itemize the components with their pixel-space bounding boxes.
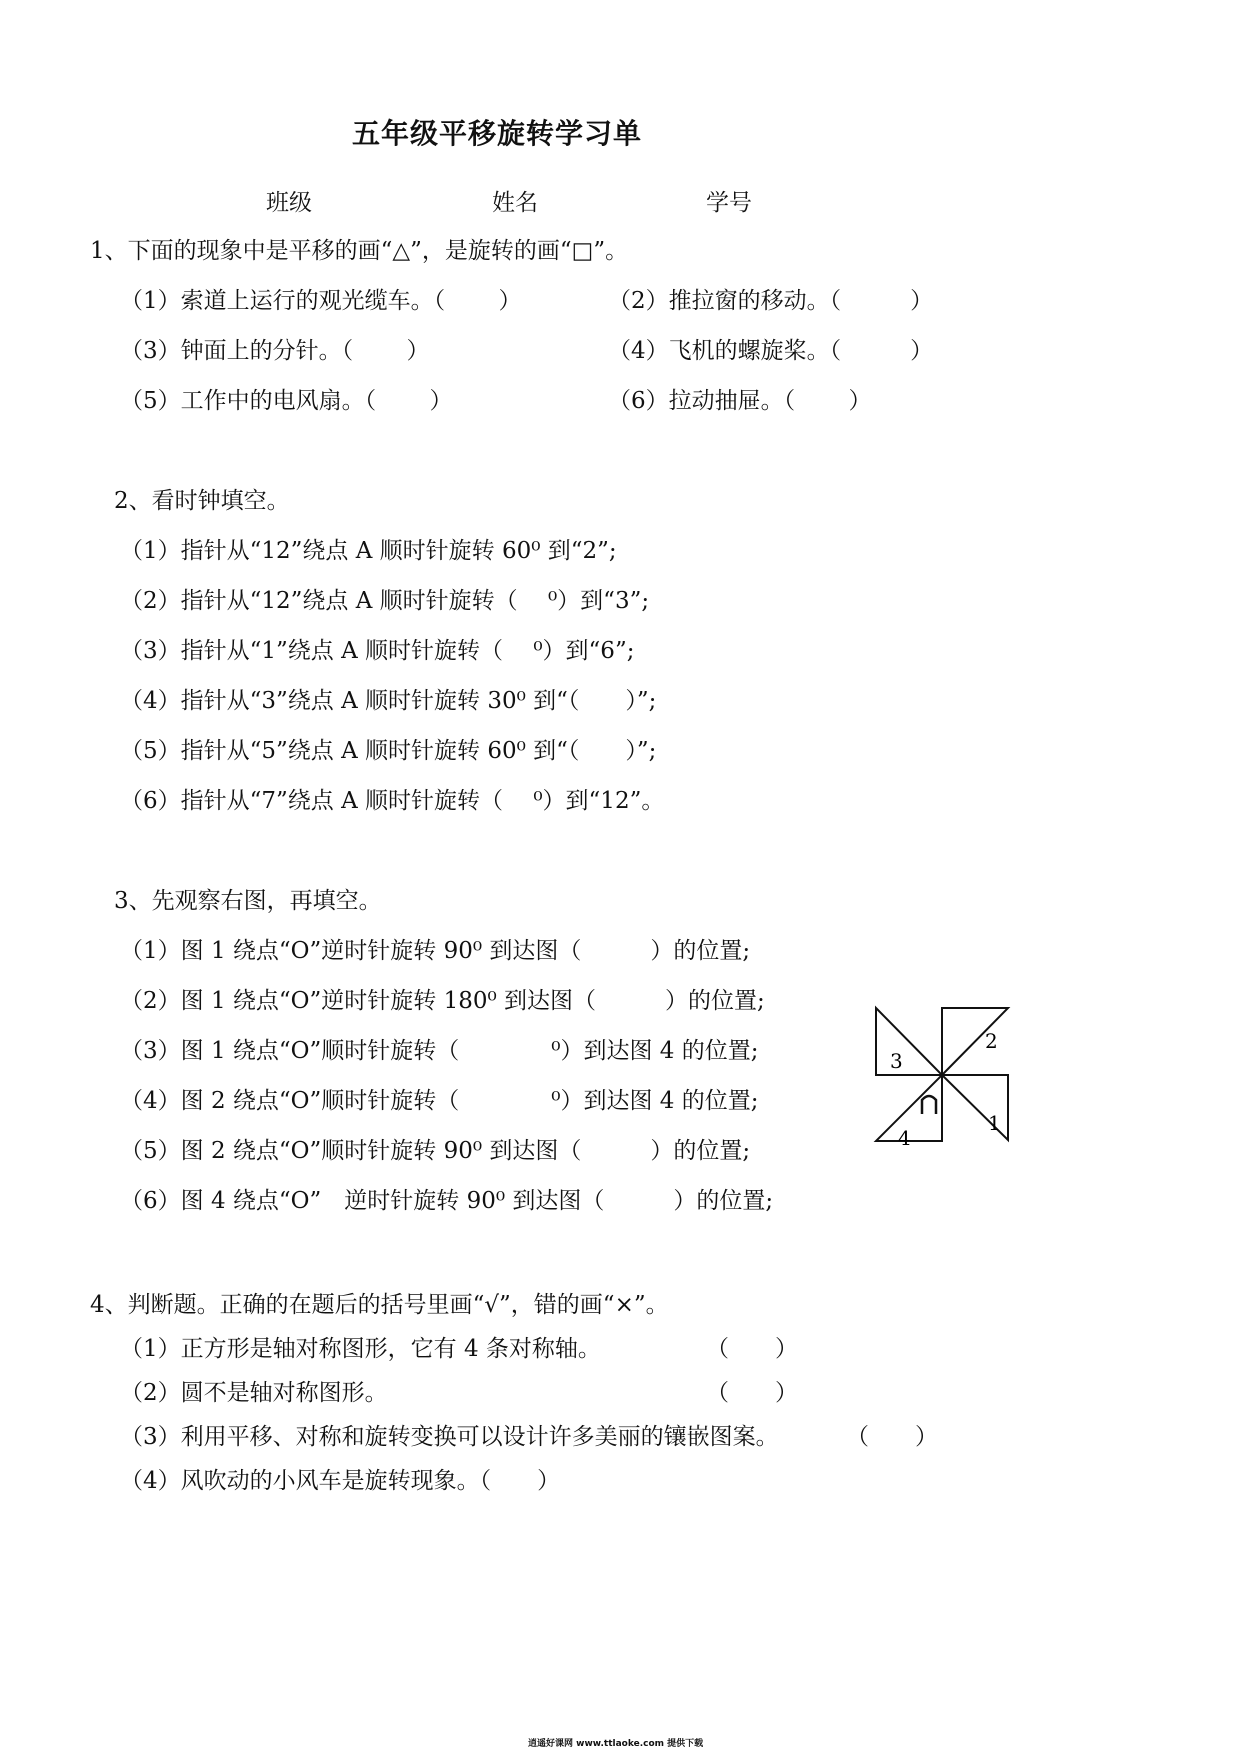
footer-source: 逍遥好课网 www.ttlaoke.com 提供下载 [528, 1739, 704, 1749]
pinwheel-triangle-2 [942, 1008, 1008, 1075]
figure-label-3: 3 [890, 1049, 903, 1073]
page-title: 五年级平移旋转学习单 [352, 117, 643, 150]
q4-heading: 4、判断题。正确的在题后的括号里画“√”，错的画“×”。 [90, 1292, 669, 1318]
q4-answer-blank: （ ） [846, 1424, 938, 1450]
q4-item: （3）利用平移、对称和旋转变换可以设计许多美丽的镶嵌图案。 [120, 1424, 779, 1450]
q2-item: （1）指针从“12”绕点 A 顺时针旋转 60⁰ 到“2”; [120, 538, 617, 564]
pinwheel-figure [870, 1000, 1020, 1155]
q1-item: （1）索道上运行的观光缆车。（ ） [120, 288, 522, 314]
q2-heading: 2、看时钟填空。 [114, 488, 290, 514]
q1-item: （4）飞机的螺旋桨。（ ） [608, 338, 934, 364]
figure-label-4: 4 [898, 1126, 911, 1150]
figure-label-2: 2 [985, 1029, 998, 1053]
q4-answer-blank: （ ） [706, 1380, 798, 1406]
q4-item: （4）风吹动的小风车是旋转现象。（ ） [120, 1468, 561, 1494]
q2-item: （3）指针从“1”绕点 A 顺时针旋转（ ⁰）到“6”; [120, 638, 635, 664]
q3-item: （6）图 4 绕点“O” 逆时针旋转 90⁰ 到达图（ ）的位置; [120, 1188, 774, 1214]
q2-item: （2）指针从“12”绕点 A 顺时针旋转（ ⁰）到“3”; [120, 588, 650, 614]
q1-heading: 1、下面的现象中是平移的画“△”，是旋转的画“□”。 [90, 238, 629, 264]
center-point-o-mark [922, 1096, 936, 1114]
q2-item: （6）指针从“7”绕点 A 顺时针旋转（ ⁰）到“12”。 [120, 788, 665, 814]
name-label: 姓名 [492, 190, 538, 216]
student-id-label: 学号 [706, 190, 752, 216]
figure-label-1: 1 [988, 1111, 1001, 1135]
q3-item: （1）图 1 绕点“O”逆时针旋转 90⁰ 到达图（ ）的位置; [120, 938, 751, 964]
q1-item: （5）工作中的电风扇。（ ） [120, 388, 453, 414]
q3-item: （4）图 2 绕点“O”顺时针旋转（ ⁰）到达图 4 的位置; [120, 1088, 759, 1114]
pinwheel-triangle-3 [876, 1008, 942, 1075]
q1-item: （2）推拉窗的移动。（ ） [608, 288, 934, 314]
q3-item: （3）图 1 绕点“O”顺时针旋转（ ⁰）到达图 4 的位置; [120, 1038, 759, 1064]
q1-item: （6）拉动抽屉。（ ） [608, 388, 872, 414]
q2-item: （5）指针从“5”绕点 A 顺时针旋转 60⁰ 到“（ ）”; [120, 738, 657, 764]
q4-item: （1）正方形是轴对称图形，它有 4 条对称轴。 [120, 1336, 601, 1362]
q3-heading: 3、先观察右图，再填空。 [114, 888, 382, 914]
q2-item: （4）指针从“3”绕点 A 顺时针旋转 30⁰ 到“（ ）”; [120, 688, 657, 714]
q3-item: （2）图 1 绕点“O”逆时针旋转 180⁰ 到达图（ ）的位置; [120, 988, 765, 1014]
q3-item: （5）图 2 绕点“O”顺时针旋转 90⁰ 到达图（ ）的位置; [120, 1138, 751, 1164]
class-label: 班级 [266, 190, 312, 216]
q4-answer-blank: （ ） [706, 1336, 798, 1362]
q4-item: （2）圆不是轴对称图形。 [120, 1380, 388, 1406]
q1-item: （3）钟面上的分针。（ ） [120, 338, 430, 364]
